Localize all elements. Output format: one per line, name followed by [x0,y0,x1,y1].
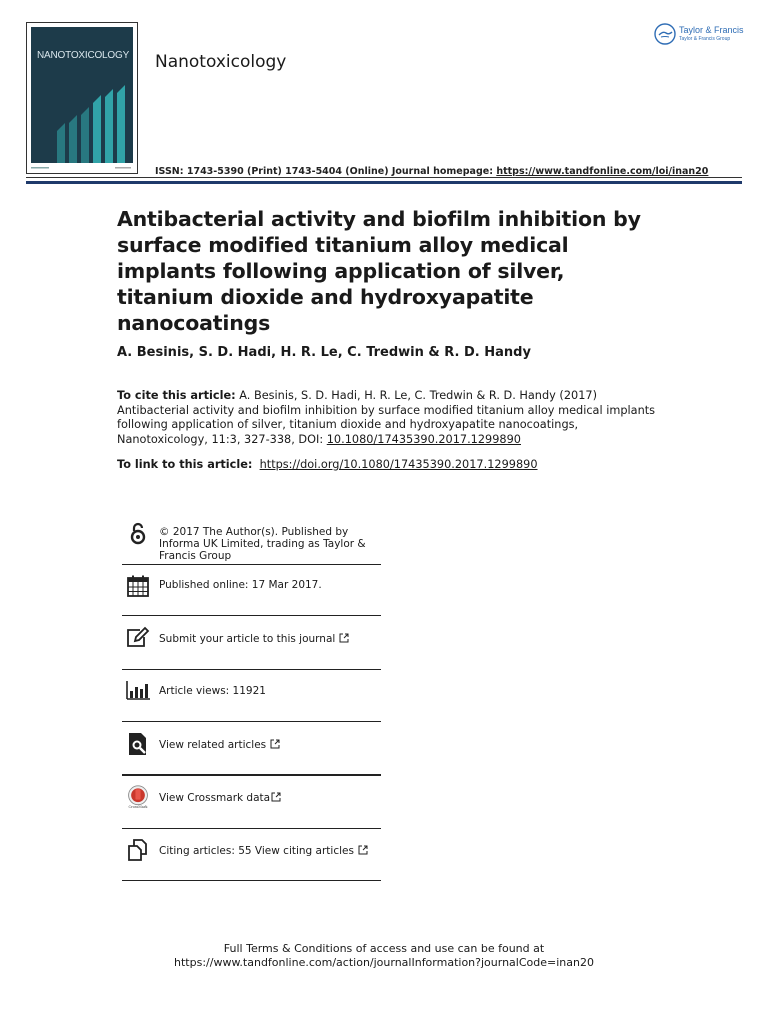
license-row [122,522,381,562]
article-title: Antibacterial activity and biofilm inhibition by surface modified titanium alloy medical implants following application of silver, titanium dioxide and hydroxyapatite nanocoatings [117,207,641,335]
citation-block [117,389,662,447]
publisher-name: Taylor & Francis [679,25,744,35]
open-access-icon [126,522,150,546]
search-document-icon [126,732,150,756]
header-divider [26,181,742,184]
article-link[interactable]: https://doi.org/10.1080/17435390.2017.1299890 [259,458,538,471]
crossmark-icon [126,785,150,809]
info-divider [122,564,381,565]
publisher-logo-icon [654,23,676,45]
info-divider [122,828,381,829]
submit-article-row[interactable] [122,626,381,654]
journal-name[interactable]: Nanotoxicology [155,52,287,72]
publisher-logo[interactable] [654,22,754,48]
article-views-row [122,678,381,706]
published-row [122,574,381,602]
terms-url[interactable]: https://www.tandfonline.com/action/journalInformation?journalCode=inan20 [174,956,594,969]
article-link-label: To link to this article: [117,458,253,471]
external-link-icon [270,739,280,749]
citing-articles-row[interactable] [122,838,381,866]
published-text: Published online: 17 Mar 2017. [159,579,322,591]
terms-footer [0,942,768,970]
citing-articles-link[interactable]: Citing articles: 55 View citing articles [159,845,384,857]
cover-title: NANOTOXICOLOGY [37,50,130,61]
info-divider [122,721,381,722]
svg-text:CrossMark: CrossMark [128,805,148,809]
article-link-line [117,458,538,471]
info-divider [122,669,381,670]
external-link-icon [358,845,368,855]
submit-article-link[interactable]: Submit your article to this journal [159,633,384,645]
external-link-icon [271,792,281,802]
calendar-icon [126,574,150,598]
publisher-subname: Taylor & Francis Group [679,36,731,42]
citing-icon [126,838,150,862]
journal-cover[interactable] [26,22,138,174]
info-divider [122,774,381,776]
issn-line [155,166,708,177]
cover-graphic [31,27,133,163]
doi-link[interactable]: 10.1080/17435390.2017.1299890 [326,432,521,446]
related-articles-link[interactable]: View related articles [159,739,384,751]
related-articles-row[interactable] [122,732,381,760]
cover-footer-graphic [31,165,133,171]
crossmark-link[interactable]: View Crossmark data [159,792,384,804]
bar-chart-icon [126,678,150,702]
license-text: © 2017 The Author(s). Published by Informa UK Limited, trading as Taylor & Francis Group [159,526,366,562]
article-views-text: Article views: 11921 [159,685,266,697]
external-link-icon [339,633,349,643]
edit-icon [126,626,150,650]
citation-label: To cite this article: [117,389,236,402]
info-divider [122,615,381,616]
header-divider-thin [26,177,742,178]
terms-text: Full Terms & Conditions of access and use can be found at [223,942,545,955]
info-divider [122,880,381,881]
journal-homepage-link[interactable]: https://www.tandfonline.com/loi/inan20 [496,166,709,177]
article-authors: A. Besinis, S. D. Hadi, H. R. Le, C. Tredwin & R. D. Handy [117,345,531,360]
issn-text: ISSN: 1743-5390 (Print) 1743-5404 (Online) Journal homepage: [155,166,497,177]
citation-text: A. Besinis, S. D. Hadi, H. R. Le, C. Tredwin & R. D. Handy (2017) Antibacterial activity and biofilm inhibition by surface modified titanium alloy medical implants following application of silver, titanium dioxide and hydroxyapatite nanocoatings, Nanotoxicology, 11:3, 327-338, DOI: [117,389,656,446]
crossmark-row[interactable] [122,785,381,813]
cover-artwork [31,27,133,163]
